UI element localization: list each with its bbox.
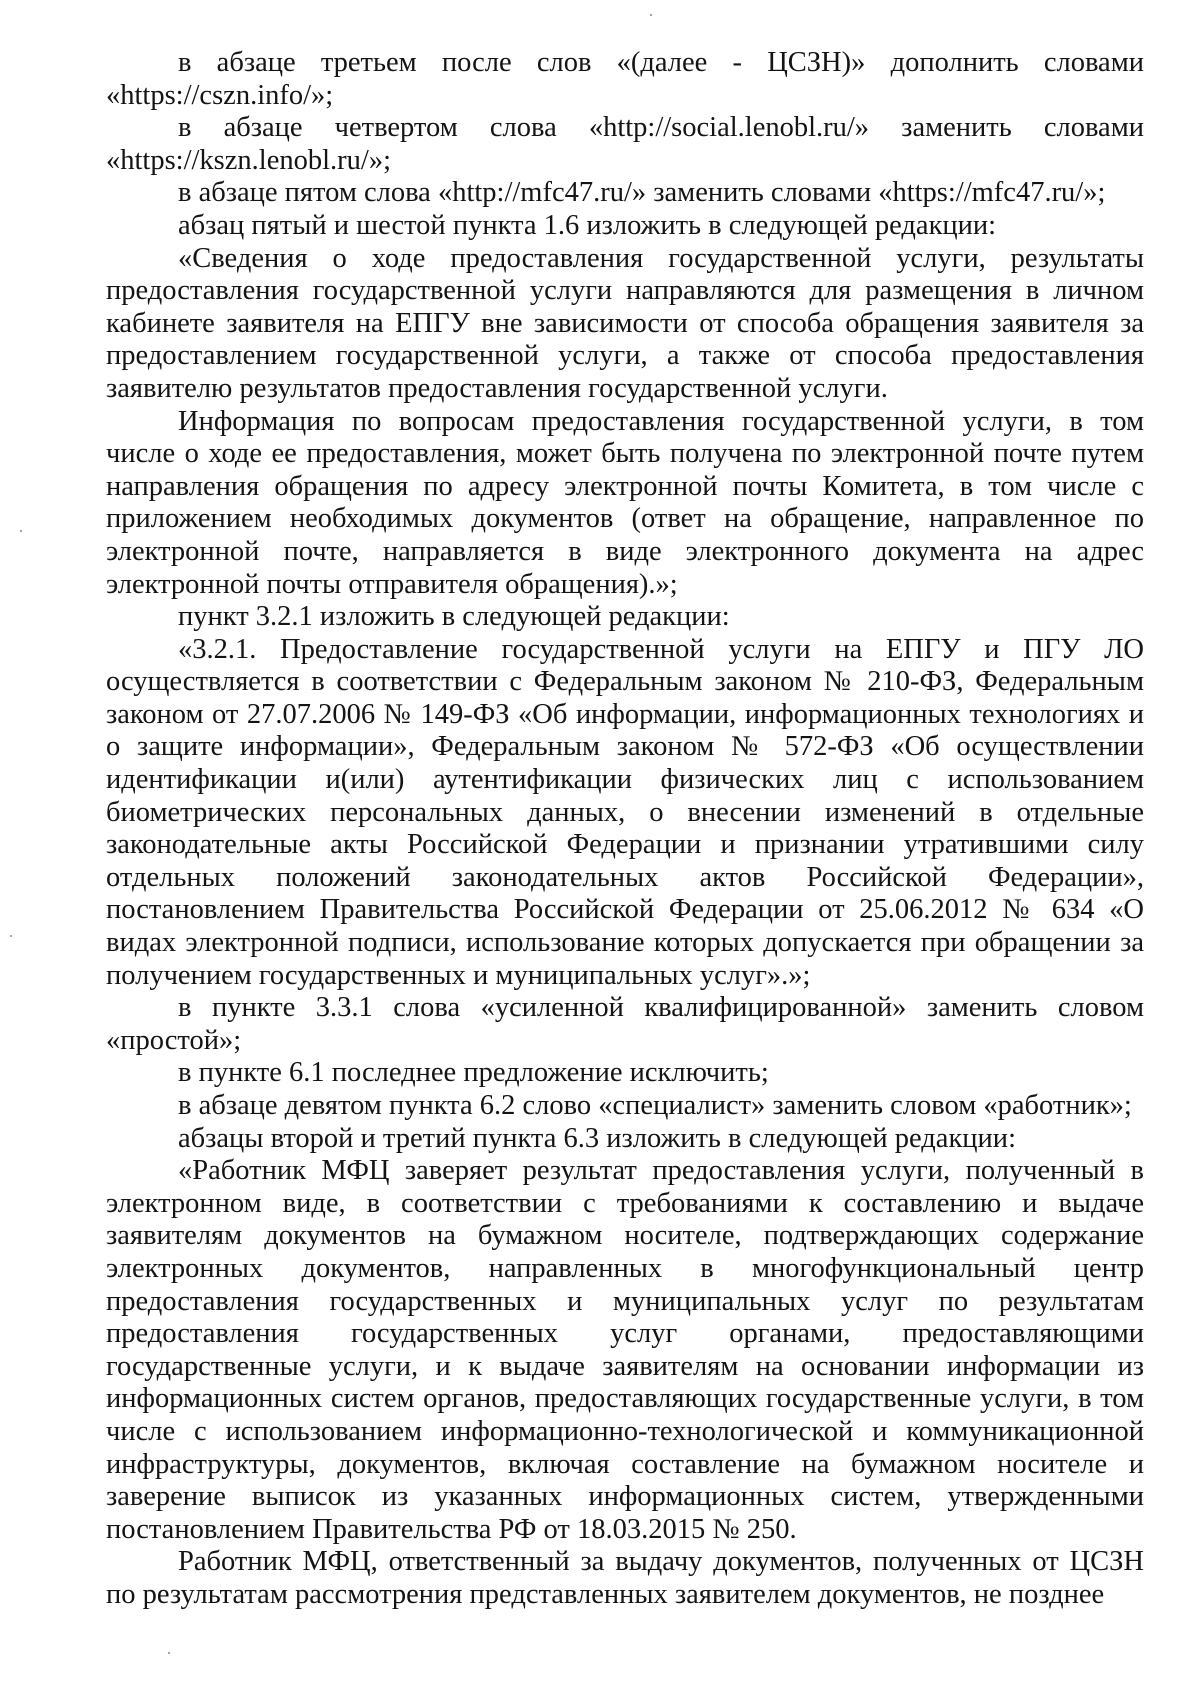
paragraph-point-6-3-intro: абзацы второй и третий пункта 6.3 изложить в следующей редакции: — [178, 1122, 1016, 1154]
paragraph-point-1-6-intro: абзац пятый и шестой пункта 1.6 изложить в следующей редакции: — [178, 209, 997, 241]
paragraph-clause-3-addition: в абзаце третьем после слов «(далее - ЦСЗН)» дополнить словами «https://cszn.info/»; — [106, 47, 1144, 111]
paragraph-clause-4-replacement: в абзаце четвертом слова «http://social.lenobl.ru/» заменить словами «https://kszn.lenobl.ru/»; — [106, 112, 1144, 176]
scan-speck — [20, 530, 22, 532]
document-body — [106, 47, 1144, 1612]
paragraph-mfc-certification: «Работник МФЦ заверяет результат предоставления услуги, полученный в электронном виде, в соответствии с требованиями к составлению и выдаче заявителям документов на бумажном носителе, подтверждающих содержание электронных документов, направленных в многофункциональный центр предоставления государственных и муниципальных услуг по результатам предоставления государственных услуг органами, предоставляющими государственные услуги, и к выдаче заявителям на основании информации из информационных систем органов, предоставляющих государственные услуги, в том числе с использованием информационно-технологической и коммуникационной инфраструктуры, документов, включая составление на бумажном носителе и заверение выписок из указанных информационных систем, утвержденными постановлением Правительства РФ от 18.03.2015 № 250. — [106, 1155, 1144, 1545]
paragraph-point-3-3-1: в пункте 3.3.1 слова «усиленной квалифицированной» заменить словом «простой»; — [106, 992, 1144, 1056]
paragraph-service-status-info: «Сведения о ходе предоставления государственной услуги, результаты предоставления государственной услуги направляются для размещения в личном кабинете заявителя на ЕПГУ вне зависимости от способа обращения заявителя за предоставлением государственной услуги, а также от способа предоставления заявителю результатов предоставления государственной услуги. — [106, 242, 1144, 404]
scan-speck — [650, 14, 652, 16]
scan-speck — [168, 1652, 170, 1654]
paragraph-mfc-issuance: Работник МФЦ, ответственный за выдачу документов, полученных от ЦСЗН по результатам рассмотрения представленных заявителем документов, не позднее — [106, 1546, 1144, 1610]
paragraph-clause-5-replacement: в абзаце пятом слова «http://mfc47.ru/» заменить словами «https://mfc47.ru/»; — [178, 177, 1106, 209]
scan-speck — [10, 935, 12, 937]
paragraph-email-info: Информация по вопросам предоставления государственной услуги, в том числе о ходе ее предоставления, может быть получена по электронной почте путем направления обращения по адресу электронной почты Комитета, в том числе с приложением необходимых документов (ответ на обращение, направленное по электронной почте, направляется в виде электронного документа на адрес электронной почты отправителя обращения).»; — [106, 405, 1144, 600]
paragraph-point-6-2: в абзаце девятом пункта 6.2 слово «специалист» заменить словом «работник»; — [178, 1090, 1132, 1121]
paragraph-point-3-2-1-intro: пункт 3.2.1 изложить в следующей редакции: — [178, 601, 730, 633]
paragraph-point-3-2-1-text: «3.2.1. Предоставление государственной услуги на ЕПГУ и ПГУ ЛО осуществляется в соответствии с Федеральным законом № 210-ФЗ, Федеральным законом от 27.07.2006 № 149-ФЗ «Об информации, информационных технологиях и о защите информации», Федеральным законом № 572-ФЗ «Об осуществлении идентификации и(или) аутентификации физических лиц с использованием биометрических персональных данных, о внесении изменений в отдельные законодательные акты Российской Федерации и признании утратившими силу отдельных положений законодательных актов Российской Федерации», постановлением Правительства Российской Федерации от 25.06.2012 № 634 «О видах электронной подписи, использование которых допускается при обращении за получением государственных и муниципальных услуг».»; — [106, 633, 1144, 991]
paragraph-point-6-1: в пункте 6.1 последнее предложение исключить; — [178, 1057, 769, 1089]
